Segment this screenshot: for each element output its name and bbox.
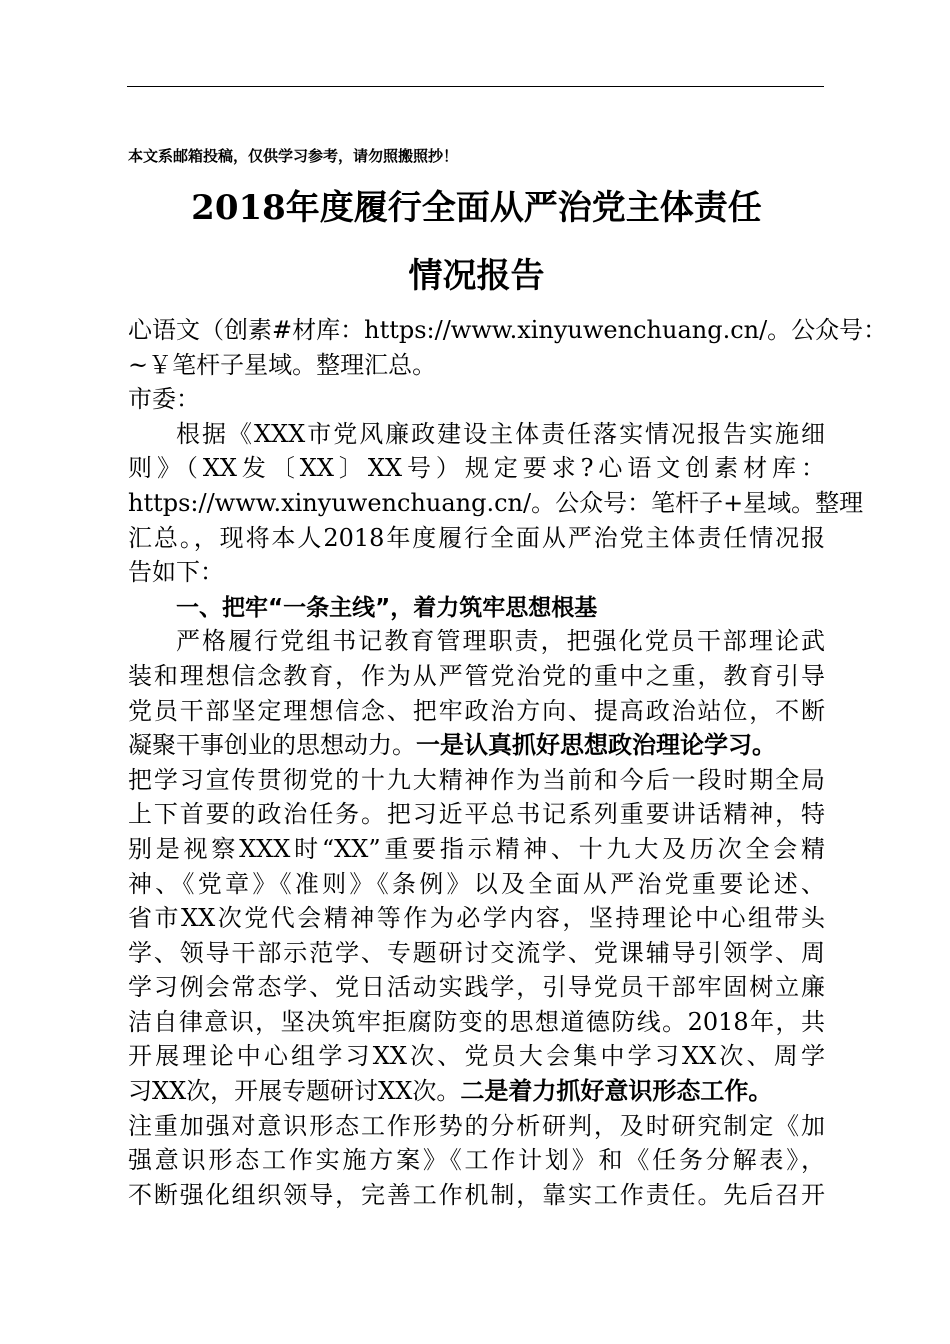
body-line: [128, 763, 825, 798]
paragraph-text: 把学习宣传贯彻党的十九大精神作为当前和今后一段时期全局: [128, 765, 825, 794]
paragraph-text: 学习例会常态学、党日活动实践学，引导党员干部牢固树立廉: [128, 973, 825, 1002]
paragraph-text: 神、《党章》《准则》《条例》以及全面从严治党重要论述、: [128, 869, 825, 898]
body-line: [128, 728, 825, 763]
body-line: [128, 521, 825, 556]
paragraph-text: 党员干部坚定理想信念、把牢政治方向、提高政治站位，不断: [128, 696, 825, 725]
body-line: [128, 590, 825, 625]
document-title-line-2: 情况报告: [408, 256, 545, 296]
bold-lead-text: 一是认真抓好思想政治理论学习。: [416, 730, 776, 760]
body-line: [128, 659, 825, 694]
section-heading: 一、把牢“一条主线”，着力筑牢思想根基: [176, 594, 598, 621]
header-rule: [127, 86, 824, 87]
paragraph-text: 开展理论中心组学习XX次、党员大会集中学习XX次、周学: [128, 1042, 825, 1071]
body-line: [128, 348, 825, 383]
paragraph-text: 省市XX次党代会精神等作为必学内容，坚持理论中心组带头: [128, 904, 825, 933]
body-line: [128, 451, 825, 486]
salutation: 市委：: [128, 385, 200, 414]
body-line: [128, 1178, 825, 1213]
paragraph-text: 告如下：: [128, 558, 224, 587]
paragraph-text: 严格履行党组书记教育管理职责，把强化党员干部理论武: [176, 627, 825, 656]
paragraph-text: 别是视察XXX时“XX”重要指示精神、十九大及历次全会精: [128, 834, 825, 863]
body-line: [128, 486, 864, 521]
body-line: [128, 694, 825, 729]
body-line: [128, 1109, 825, 1144]
body-line: [128, 555, 825, 590]
body-line: [128, 1005, 825, 1040]
body-line: [128, 867, 825, 902]
paragraph-text: 注重加强对意识形态工作形势的分析研判，及时研究制定《加: [128, 1111, 825, 1140]
body-line: [128, 1143, 825, 1178]
paragraph-text: 不断强化组织领导，完善工作机制，靠实工作责任。先后召开: [128, 1180, 825, 1209]
paragraph-text: https://www.xinyuwenchuang.cn/。公众号：笔杆子+星域。整理: [128, 488, 864, 517]
source-note: 心语文（创素#材库：https://www.xinyuwenchuang.cn/。公众号：: [128, 316, 888, 344]
body-line: [128, 797, 825, 832]
paragraph-text: 习XX次，开展专题研讨XX次。: [128, 1077, 461, 1106]
body-line: [128, 901, 825, 936]
body-line: [128, 624, 825, 659]
disclaimer-text: 本文系邮箱投稿，仅供学习参考，请勿照搬照抄！: [128, 147, 459, 165]
body-line: [128, 313, 888, 348]
paragraph-text: 根据《XXX市党风廉政建设主体责任落实情况报告实施细: [176, 419, 825, 448]
body-line: [128, 1039, 825, 1074]
paragraph-text: 强意识形态工作实施方案》《工作计划》和《任务分解表》，: [128, 1146, 825, 1175]
body-line: [128, 1074, 825, 1109]
paragraph-text: 汇总。，现将本人2018年度履行全面从严治党主体责任情况报: [128, 523, 825, 552]
paragraph-text: 学、领导干部示范学、专题研讨交流学、党课辅导引领学、周: [128, 938, 825, 967]
paragraph-text: 上下首要的政治任务。把习近平总书记系列重要讲话精神，特: [128, 800, 825, 829]
bold-lead-text: 二是着力抓好意识形态工作。: [460, 1076, 773, 1106]
paragraph-text: 凝聚干事创业的思想动力。: [128, 731, 416, 760]
source-note: ~￥笔杆子星域。整理汇总。: [128, 350, 437, 379]
paragraph-text: 装和理想信念教育，作为从严管党治党的重中之重，教育引导: [128, 661, 825, 690]
body-line: [128, 970, 825, 1005]
body-line: [128, 417, 825, 452]
document-body: [128, 313, 888, 1212]
body-line: [128, 936, 825, 971]
paragraph-text: 则》（XX发〔XX〕XX号）规定要求?心语文创素材库：: [128, 454, 825, 483]
body-line: [128, 832, 825, 867]
document-title-line-1: 2018年度履行全面从严治党主体责任: [191, 188, 762, 228]
body-line: [128, 382, 825, 417]
paragraph-text: 洁自律意识，坚决筑牢拒腐防变的思想道德防线。2018年，共: [128, 1007, 825, 1036]
